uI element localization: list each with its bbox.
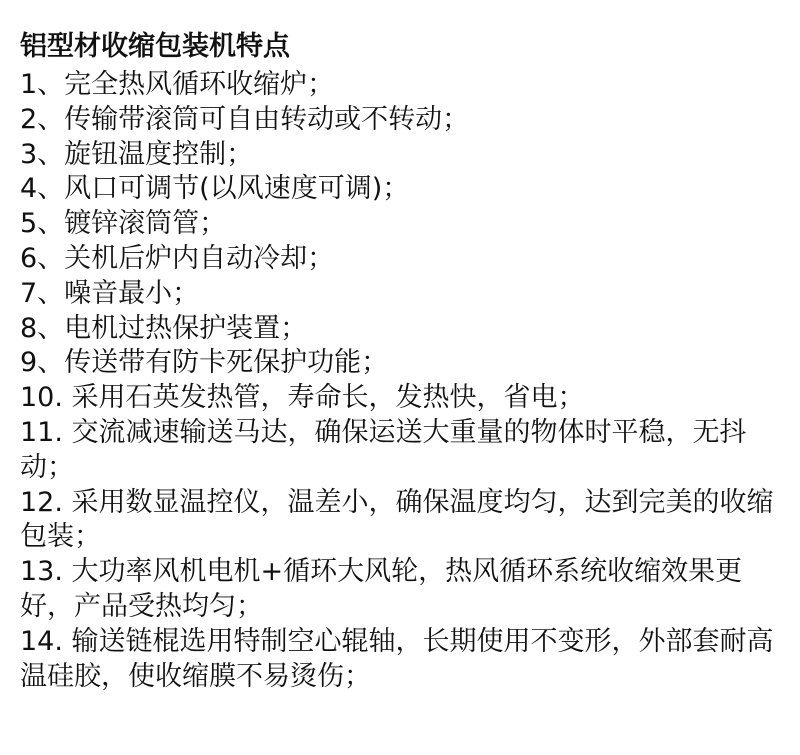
- feature-item-8: 8、电机过热保护装置；: [20, 312, 308, 344]
- feature-item-6: 6、关机后炉内自动冷却；: [20, 242, 335, 274]
- feature-item-4: 4、风口可调节(以风速度可调)；: [20, 173, 410, 205]
- feature-document: [20, 28, 788, 694]
- feature-item-2: 2、传输带滚筒可自由转动或不转动；: [20, 103, 470, 135]
- feature-item-9: 9、传送带有防卡死保护功能；: [20, 347, 389, 379]
- document-title: 铝型材收缩包装机特点: [20, 31, 290, 62]
- feature-list: [20, 68, 788, 694]
- feature-item-14: 14. 输送链棍选用特制空心辊轴，长期使用不变形，外部套耐高温硅胶，使收缩膜不易烫伤；: [20, 625, 774, 692]
- feature-item-11: 11. 交流减速输送马达，确保运送大重量的物体时平稳，无抖动；: [20, 416, 747, 483]
- feature-item-3: 3、旋钮温度控制；: [20, 138, 254, 170]
- feature-item-10: 10. 采用石英发热管，寿命长，发热快，省电；: [20, 382, 585, 414]
- feature-item-5: 5、镀锌滚筒管；: [20, 208, 227, 240]
- feature-item-7: 7、噪音最小；: [20, 277, 200, 309]
- feature-item-13: 13. 大功率风机电机+循环大风轮，热风循环系统收缩效果更好，产品受热均匀；: [20, 556, 743, 622]
- feature-item-1: 1、完全热风循环收缩炉；: [20, 69, 335, 100]
- feature-item-12: 12. 采用数显温控仪，温差小，确保温度均匀，达到完美的收缩包装；: [20, 486, 774, 553]
